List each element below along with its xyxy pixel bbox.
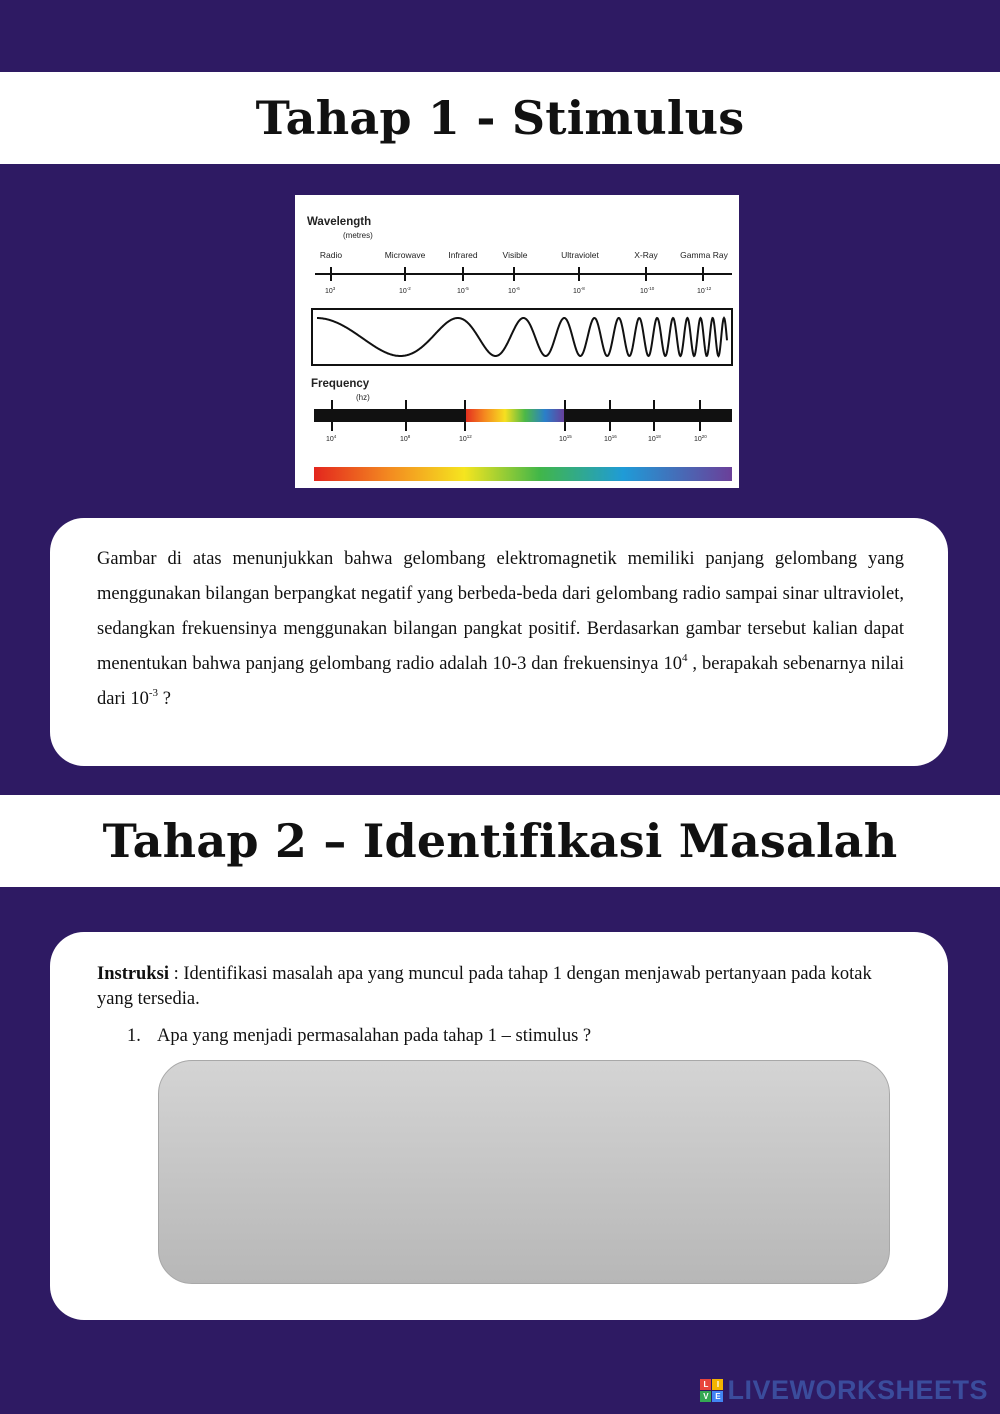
logo-tile: V [700, 1391, 711, 1402]
answer-input-box[interactable] [158, 1060, 890, 1284]
question-text: Apa yang menjadi permasalahan pada tahap 1 – stimulus ? [157, 1026, 592, 1046]
wavelength-tick-label: $10^{-6}$ [508, 286, 520, 295]
wavelength-tick-label: $10^{-12}$ [697, 286, 712, 295]
frequency-unit: (hz) [356, 393, 370, 402]
logo-tile: L [700, 1379, 711, 1390]
wavelength-unit: (metres) [343, 231, 373, 240]
frequency-tick-label: $10^8$ [400, 434, 411, 443]
band-label-radio: Radio [319, 250, 343, 260]
band-label-ultraviolet: Ultraviolet [561, 250, 599, 260]
wavelength-tick-label: $10^{-10}$ [640, 286, 655, 295]
stimulus-card [50, 518, 948, 766]
stimulus-text: Gambar di atas menunjukkan bahwa gelombang elektromagnetik memiliki panjang gelombang yang menggunakan bilangan berpangkat negatif yang berbeda-beda dari gelombang radio sampai sinar ultraviolet, sedangkan frekuensinya menggunakan bilangan pangkat positif. Berdasarkan gambar tersebut kalian dapat menentukan bahwa panjang gelombang radio adalah 10-3 dan frekuensinya $10^4$ , berapakah sebenarnya nilai dari $10^{-3}$ ? [97, 549, 904, 709]
stage1-title: Tahap 1 - Stimulus [255, 91, 745, 145]
wavelength-label: Wavelength [307, 216, 372, 228]
question-number: 1. [127, 1026, 141, 1046]
frequency-tick-label: $10^{20}$ [694, 434, 707, 443]
band-label-infrared: Infrared [448, 250, 478, 260]
wavelength-tick-label: $10^{-5}$ [457, 286, 469, 295]
frequency-tick-label: $10^{15}$ [559, 434, 572, 443]
liveworksheets-watermark [700, 1375, 988, 1406]
identification-card [50, 932, 948, 1320]
band-label-visible: Visible [502, 250, 528, 260]
wavelength-tick-label: $10^{-2}$ [399, 286, 411, 295]
band-label-x-ray: X-Ray [634, 250, 658, 260]
em-spectrum-figure [295, 195, 739, 488]
liveworksheets-logo-icon [700, 1379, 723, 1402]
frequency-tick-label: $10^{12}$ [459, 434, 472, 443]
instruction-label: Instruksi [97, 964, 169, 984]
stage2-title: Tahap 2 – Identifikasi Masalah [102, 814, 898, 868]
wavelength-tick-label: $10^{-8}$ [573, 286, 585, 295]
band-label-microwave: Microwave [384, 250, 426, 260]
wavelength-tick-label: $10^3$ [325, 286, 336, 295]
frequency-tick-label: $10^{18}$ [648, 434, 661, 443]
frequency-label: Frequency [311, 378, 370, 390]
instruction-text: Instruksi : Identifikasi masalah apa yang muncul pada tahap 1 dengan menjawab pertanyaan pada kotak yang tersedia. [97, 964, 872, 1009]
band-label-gamma-ray: Gamma Ray [680, 250, 728, 260]
stage2-header [0, 795, 1000, 887]
watermark-text: LIVEWORKSHEETS [727, 1375, 988, 1405]
visible-segment [465, 409, 565, 422]
stage1-header [0, 72, 1000, 164]
frequency-tick-label: $10^4$ [326, 434, 337, 443]
rainbow-strip [314, 467, 732, 481]
question-1 [127, 1026, 892, 1047]
logo-tile: I [712, 1379, 723, 1390]
logo-tile: E [712, 1391, 723, 1402]
frequency-tick-label: $10^{16}$ [604, 434, 617, 443]
